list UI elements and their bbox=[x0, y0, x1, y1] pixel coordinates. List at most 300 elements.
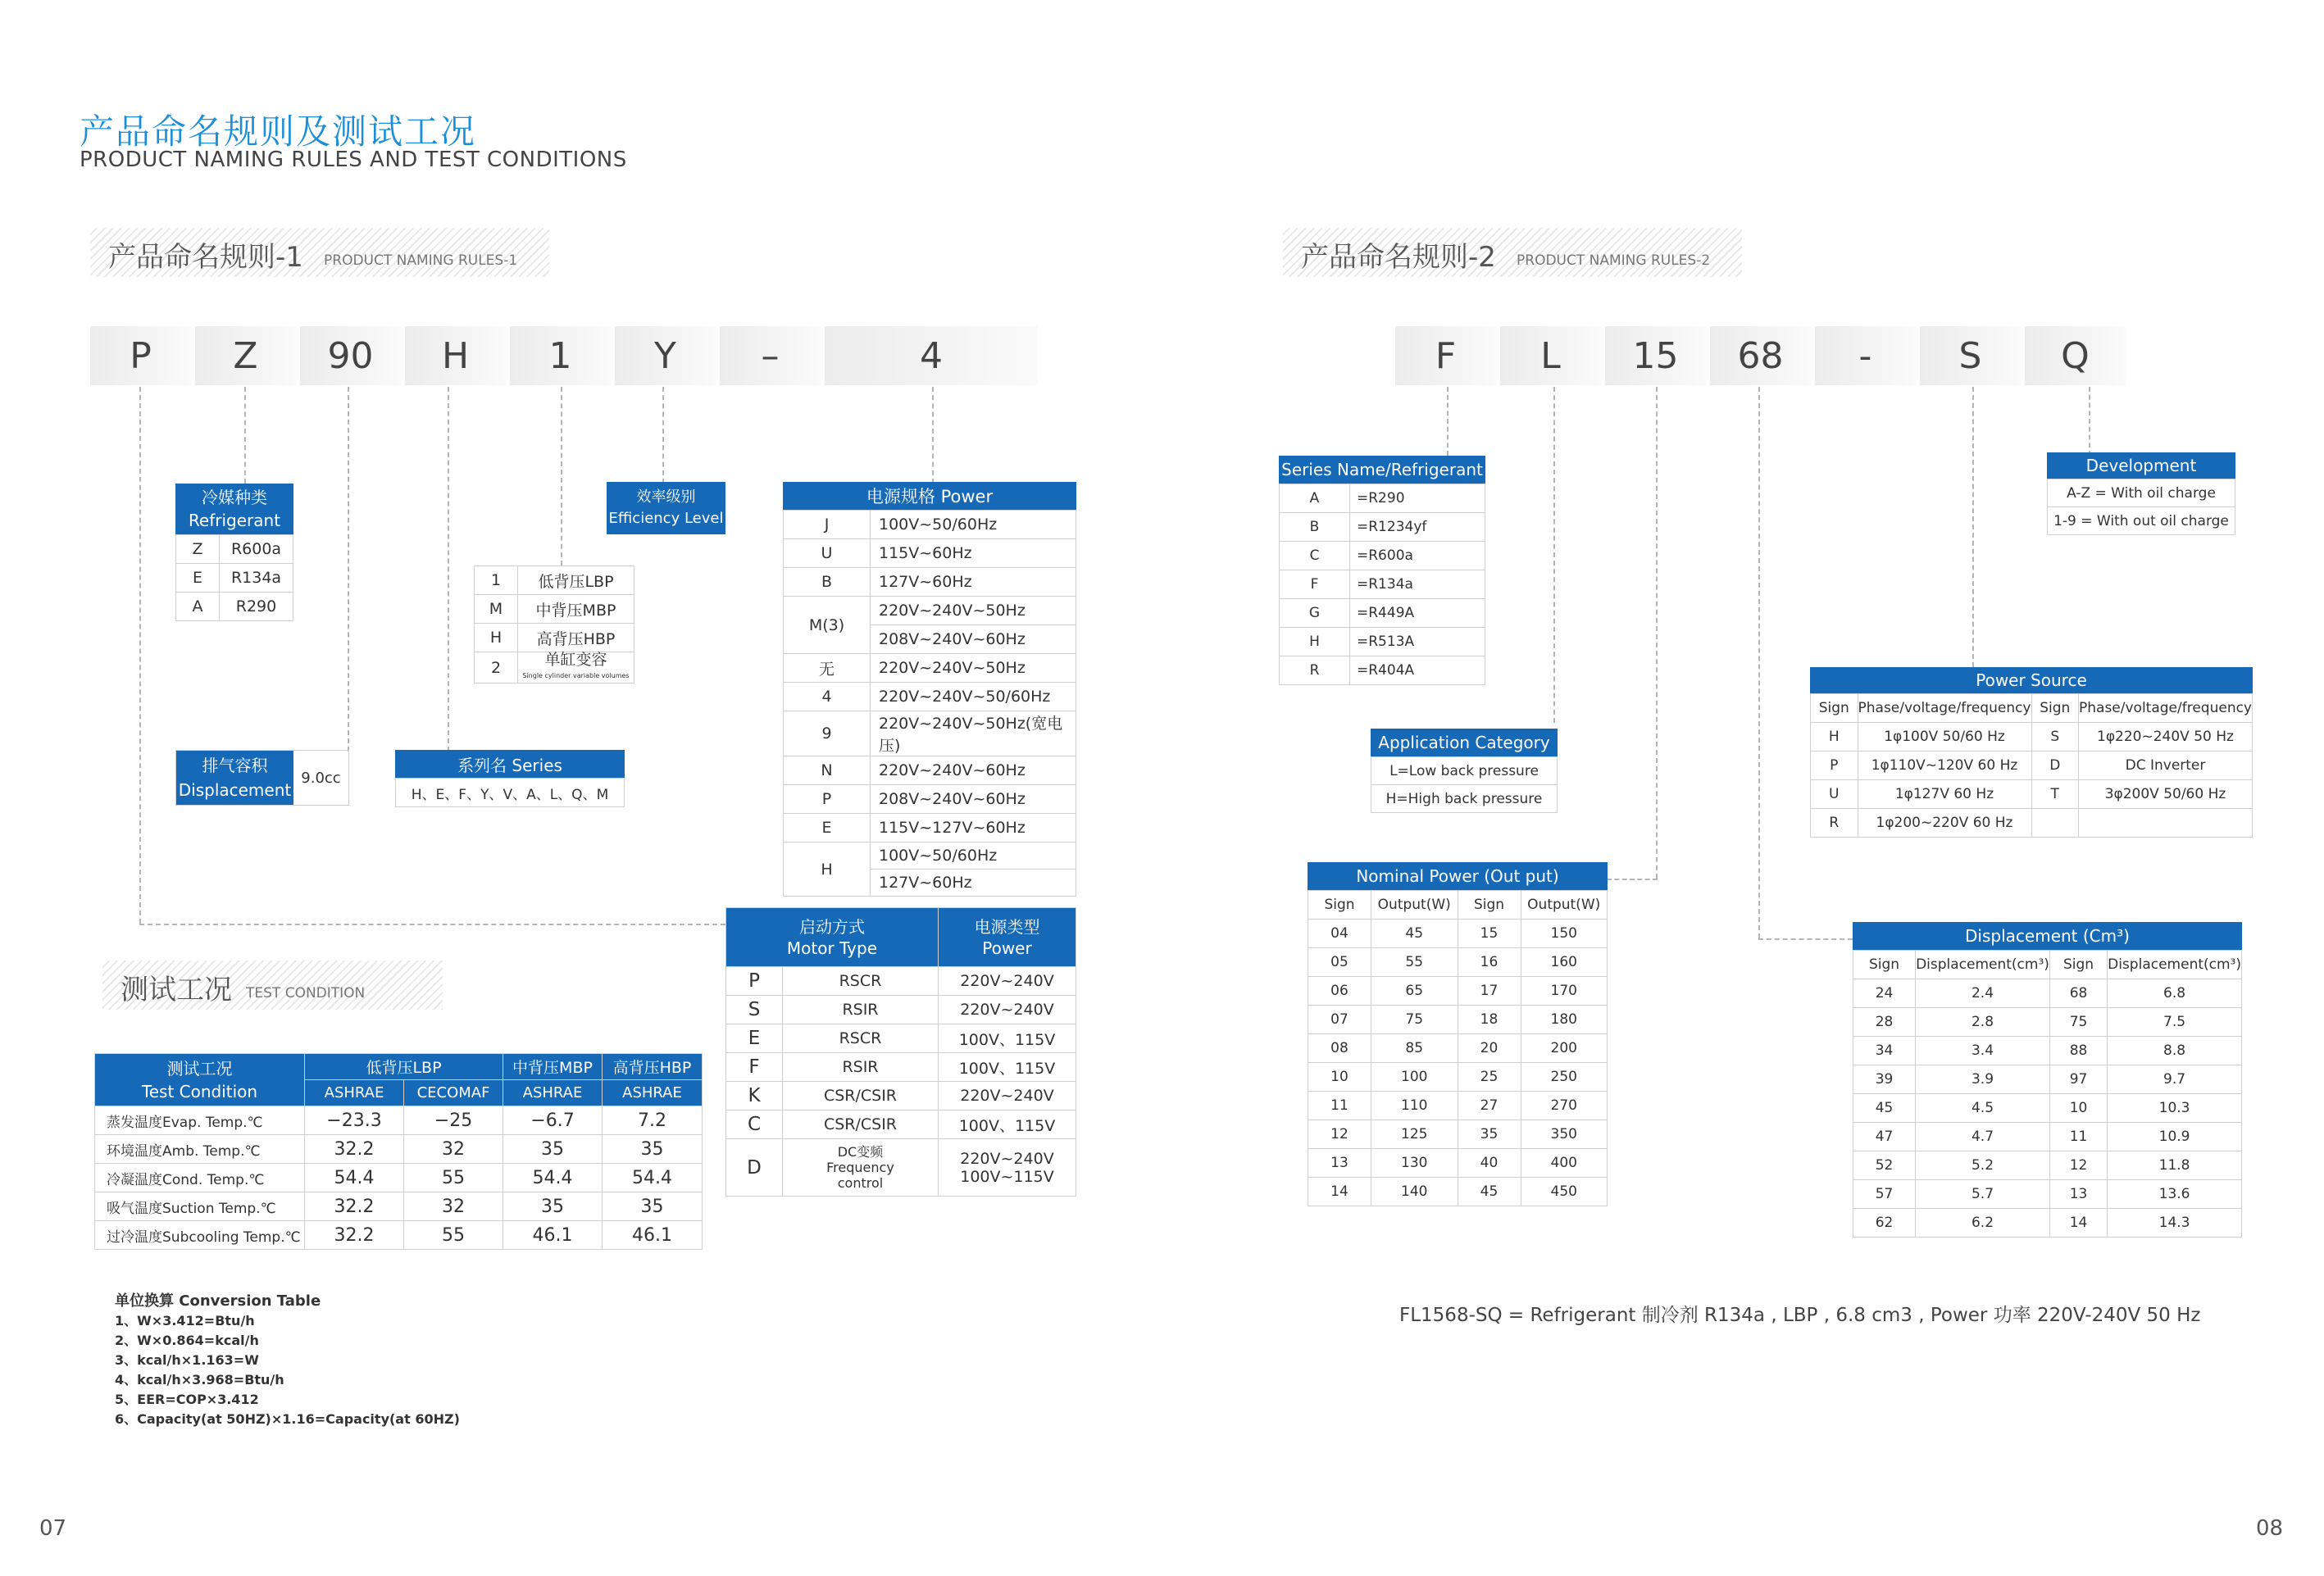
code-char: 1 bbox=[510, 326, 611, 385]
cell: 100V~50/60Hz bbox=[871, 843, 1076, 870]
cell: 16 bbox=[1458, 948, 1521, 977]
cell: 2.8 bbox=[1916, 1008, 2050, 1037]
cell: 100V、115V bbox=[938, 1024, 1076, 1053]
cell: R bbox=[1811, 809, 1858, 838]
table-row bbox=[1853, 1123, 2242, 1151]
cell: DC变频 Frequency control bbox=[783, 1139, 939, 1197]
cell: Displacement(cm³) bbox=[2108, 951, 2242, 979]
test-header: 低背压LBP bbox=[305, 1054, 503, 1080]
motor-table bbox=[725, 907, 1076, 1197]
cell: 88 bbox=[2049, 1037, 2107, 1065]
cell: 1φ100V 50/60 Hz bbox=[1858, 723, 2031, 752]
conversion-line: 3、kcal/h×1.163=W bbox=[115, 1352, 259, 1368]
efficiency-box bbox=[607, 482, 725, 534]
model-code-1 bbox=[90, 326, 1038, 385]
cell: S bbox=[726, 996, 783, 1024]
cell: 46.1 bbox=[603, 1221, 703, 1250]
series-title: 系列名 Series bbox=[395, 750, 625, 778]
cell: DC Inverter bbox=[2079, 752, 2253, 780]
connector bbox=[244, 387, 246, 484]
cell: 1 bbox=[475, 566, 518, 595]
cell: 17 bbox=[1458, 977, 1521, 1006]
connector bbox=[1758, 387, 1760, 938]
code-char: F bbox=[1395, 326, 1496, 385]
conversion-line: 4、kcal/h×3.968=Btu/h bbox=[115, 1372, 284, 1388]
cell: 110 bbox=[1371, 1092, 1458, 1120]
series2-title: Series Name/Refrigerant bbox=[1279, 456, 1485, 484]
cell: 47 bbox=[1853, 1123, 1916, 1151]
cell: 450 bbox=[1521, 1178, 1608, 1206]
connector bbox=[1758, 938, 1853, 940]
cell: P bbox=[1811, 752, 1858, 780]
table-row bbox=[1853, 1008, 2242, 1037]
cell-sub: Single cylinder variable volumes bbox=[522, 671, 630, 679]
cell: 32.2 bbox=[305, 1135, 404, 1164]
cell: N bbox=[784, 756, 871, 785]
cell: 10.3 bbox=[2108, 1094, 2242, 1123]
cell: 220V~240V~50Hz(宽电压) bbox=[871, 711, 1076, 756]
cell: RSIR bbox=[783, 1053, 939, 1082]
connector bbox=[1972, 387, 1974, 667]
cell: 55 bbox=[404, 1164, 503, 1192]
test-header: 高背压HBP bbox=[603, 1054, 703, 1080]
section-title-cn: 产品命名规则-2 bbox=[1301, 241, 1496, 274]
table-row bbox=[1308, 1034, 1608, 1063]
cell: =R513A bbox=[1350, 628, 1485, 656]
cell: 10 bbox=[2049, 1094, 2107, 1123]
cell: 100V~50/60Hz bbox=[871, 511, 1076, 539]
cell: 100V、115V bbox=[938, 1110, 1076, 1139]
cell: =R134a bbox=[1350, 570, 1485, 599]
page-title-cn: 产品命名规则及测试工况 bbox=[80, 111, 477, 152]
cell: 125 bbox=[1371, 1120, 1458, 1149]
cell: 14.3 bbox=[2108, 1209, 2242, 1238]
cell: U bbox=[784, 539, 871, 568]
cell: Z bbox=[176, 535, 220, 564]
connector bbox=[2089, 387, 2090, 456]
cell: Sign bbox=[2031, 694, 2079, 723]
cell: E bbox=[784, 814, 871, 843]
table-row bbox=[1811, 723, 2253, 752]
example-text: FL1568-SQ = Refrigerant 制冷剂 R134a , LBP , 6.8 cm3 , Power 功率 220V-240V 50 Hz bbox=[1399, 1305, 2201, 1326]
cell: 05 bbox=[1308, 948, 1371, 977]
cell: 85 bbox=[1371, 1034, 1458, 1063]
cell: 127V~60Hz bbox=[871, 568, 1076, 597]
cell: 220V~240V~50Hz bbox=[871, 597, 1076, 625]
table-row bbox=[1308, 1006, 1608, 1034]
cell: T bbox=[2031, 780, 2079, 809]
cell: Output(W) bbox=[1521, 891, 1608, 920]
table-row bbox=[1853, 1065, 2242, 1094]
cell: B bbox=[784, 568, 871, 597]
conversion-line: 2、W×0.864=kcal/h bbox=[115, 1333, 259, 1348]
cell: 08 bbox=[1308, 1034, 1371, 1063]
cell: 1φ127V 60 Hz bbox=[1858, 780, 2031, 809]
conversion-line: 6、Capacity(at 50HZ)×1.16=Capacity(at 60HZ) bbox=[115, 1411, 460, 1427]
table-row bbox=[1308, 948, 1608, 977]
cell: 12 bbox=[1308, 1120, 1371, 1149]
table-row bbox=[1811, 752, 2253, 780]
cell: 25 bbox=[1458, 1063, 1521, 1092]
cell: CSR/CSIR bbox=[783, 1110, 939, 1139]
motor-header: 启动方式 Motor Type bbox=[726, 908, 939, 967]
cell: 13.6 bbox=[2108, 1180, 2242, 1209]
cell: S bbox=[2031, 723, 2079, 752]
table-row bbox=[1308, 920, 1608, 948]
conversion-table bbox=[115, 1292, 460, 1429]
cell: 75 bbox=[2049, 1008, 2107, 1037]
cell: 54.4 bbox=[603, 1164, 703, 1192]
cell: 130 bbox=[1371, 1149, 1458, 1178]
cell: 无 bbox=[784, 654, 871, 683]
cell: F bbox=[1280, 570, 1350, 599]
power-source-table bbox=[1810, 667, 2253, 838]
conversion-title: 单位换算 Conversion Table bbox=[115, 1292, 321, 1310]
cell: −23.3 bbox=[305, 1106, 404, 1135]
cell: RSCR bbox=[783, 967, 939, 996]
cell: 3.4 bbox=[1916, 1037, 2050, 1065]
cell: 100V、115V bbox=[938, 1053, 1076, 1082]
page-title-en: PRODUCT NAMING RULES AND TEST CONDITIONS bbox=[80, 148, 627, 172]
cell: 140 bbox=[1371, 1178, 1458, 1206]
test-subheader: ASHRAE bbox=[503, 1080, 603, 1106]
cell: 9 bbox=[784, 711, 871, 756]
cell: 1φ110V~120V 60 Hz bbox=[1858, 752, 2031, 780]
cell: 35 bbox=[603, 1135, 703, 1164]
series2-table bbox=[1279, 456, 1485, 685]
page-number-left: 07 bbox=[39, 1516, 67, 1541]
cell: C bbox=[726, 1110, 783, 1139]
cell: −6.7 bbox=[503, 1106, 603, 1135]
code-char: P bbox=[90, 326, 191, 385]
code-char: 68 bbox=[1710, 326, 1811, 385]
cell: 6.8 bbox=[2108, 979, 2242, 1008]
connector bbox=[1607, 879, 1658, 880]
cell: 220V~240V~50Hz bbox=[871, 654, 1076, 683]
cell: U bbox=[1811, 780, 1858, 809]
cell: 45 bbox=[1853, 1094, 1916, 1123]
cell: 18 bbox=[1458, 1006, 1521, 1034]
cell: 5.2 bbox=[1916, 1151, 2050, 1180]
table-row bbox=[1853, 979, 2242, 1008]
cell: Sign bbox=[1853, 951, 1916, 979]
cell: 55 bbox=[404, 1221, 503, 1250]
cell: 5.7 bbox=[1916, 1180, 2050, 1209]
cell: 54.4 bbox=[503, 1164, 603, 1192]
displacement-value: 9.0cc bbox=[301, 769, 341, 787]
table-row bbox=[1811, 809, 2253, 838]
cell: 97 bbox=[2049, 1065, 2107, 1094]
cell: 4 bbox=[784, 683, 871, 711]
cell: Sign bbox=[2049, 951, 2107, 979]
application-title: Application Category bbox=[1371, 729, 1558, 756]
cell: 220V~240V~60Hz bbox=[871, 756, 1076, 785]
cell: 32 bbox=[404, 1192, 503, 1221]
cell: 220V~240V~50/60Hz bbox=[871, 683, 1076, 711]
cell: 13 bbox=[1308, 1149, 1371, 1178]
table-row bbox=[1308, 1063, 1608, 1092]
cell: 65 bbox=[1371, 977, 1458, 1006]
code-char: Y bbox=[615, 326, 716, 385]
cell: 115V~127V~60Hz bbox=[871, 814, 1076, 843]
cell: A bbox=[1280, 484, 1350, 513]
code-char: L bbox=[1500, 326, 1601, 385]
cell: R bbox=[1280, 656, 1350, 685]
section-title-en: PRODUCT NAMING RULES-2 bbox=[1517, 252, 1711, 269]
section-title-cn: 测试工况 bbox=[121, 974, 232, 1006]
cell: 170 bbox=[1521, 977, 1608, 1006]
code-char: S bbox=[1920, 326, 2021, 385]
cell: 400 bbox=[1521, 1149, 1608, 1178]
code-char: Z bbox=[195, 326, 296, 385]
connector bbox=[561, 387, 562, 565]
cell: Sign bbox=[1458, 891, 1521, 920]
cell: 150 bbox=[1521, 920, 1608, 948]
cell: 75 bbox=[1371, 1006, 1458, 1034]
cell: 57 bbox=[1853, 1180, 1916, 1209]
cell: 160 bbox=[1521, 948, 1608, 977]
cell: M bbox=[475, 595, 518, 624]
nominal-title: Nominal Power (Out put) bbox=[1308, 862, 1608, 890]
cell: 35 bbox=[603, 1192, 703, 1221]
test-table bbox=[94, 1053, 703, 1250]
cell: 1φ200~220V 60 Hz bbox=[1858, 809, 2031, 838]
table-row bbox=[1853, 1180, 2242, 1209]
test-subheader: CECOMAF bbox=[404, 1080, 503, 1106]
efficiency-table bbox=[474, 565, 634, 684]
cell: 12 bbox=[2049, 1151, 2107, 1180]
cell: 27 bbox=[1458, 1092, 1521, 1120]
cell: 220V~240V bbox=[938, 967, 1076, 996]
cell: 中背压MBP bbox=[518, 595, 634, 624]
power-header: 电源类型 Power bbox=[938, 908, 1076, 967]
code-char: 90 bbox=[300, 326, 401, 385]
cell: H bbox=[1811, 723, 1858, 752]
table-row bbox=[1308, 1178, 1608, 1206]
cell: 11.8 bbox=[2108, 1151, 2242, 1180]
table-row bbox=[1308, 1120, 1608, 1149]
cell: G bbox=[1280, 599, 1350, 628]
cell: 32.2 bbox=[305, 1192, 404, 1221]
cell: A bbox=[176, 593, 220, 621]
cell: D bbox=[726, 1139, 783, 1197]
cell: 冷凝温度Cond. Temp.℃ bbox=[95, 1164, 305, 1192]
cell: Phase/voltage/frequency bbox=[1858, 694, 2031, 723]
nominal-power-table bbox=[1308, 862, 1608, 1206]
cell: 34 bbox=[1853, 1037, 1916, 1065]
cell: −25 bbox=[404, 1106, 503, 1135]
connector bbox=[1447, 387, 1449, 456]
cell: 吸气温度Suction Temp.℃ bbox=[95, 1192, 305, 1221]
cell: 11 bbox=[1308, 1092, 1371, 1120]
cell: 24 bbox=[1853, 979, 1916, 1008]
table-row bbox=[1853, 1151, 2242, 1180]
cell: 环境温度Amb. Temp.℃ bbox=[95, 1135, 305, 1164]
cell: R134a bbox=[220, 564, 293, 593]
power-table bbox=[783, 482, 1076, 897]
cell: 270 bbox=[1521, 1092, 1608, 1120]
cell: 07 bbox=[1308, 1006, 1371, 1034]
power-source-title: Power Source bbox=[1810, 667, 2253, 693]
cell bbox=[2079, 809, 2253, 838]
series-value: H、E、F、Y、V、A、L、Q、M bbox=[395, 778, 625, 807]
cell: P bbox=[726, 967, 783, 996]
cell: 11 bbox=[2049, 1123, 2107, 1151]
cell: 100 bbox=[1371, 1063, 1458, 1092]
efficiency-title: 效率级别 Efficiency Level bbox=[607, 482, 725, 534]
table-row bbox=[1853, 1037, 2242, 1065]
cell: Sign bbox=[1308, 891, 1371, 920]
cell: RSIR bbox=[783, 996, 939, 1024]
cell: 06 bbox=[1308, 977, 1371, 1006]
conversion-line: 5、EER=COP×3.412 bbox=[115, 1392, 259, 1407]
section-title-cn: 产品命名规则-1 bbox=[108, 241, 303, 274]
code-char: 4 bbox=[825, 326, 1038, 385]
cell: 14 bbox=[2049, 1209, 2107, 1238]
displacement-box bbox=[175, 750, 349, 806]
series-box bbox=[395, 750, 625, 807]
cell: 208V~240V~60Hz bbox=[871, 785, 1076, 814]
cell: E bbox=[726, 1024, 783, 1053]
refrigerant-title: 冷媒种类 Refrigerant bbox=[175, 484, 293, 534]
cell: 单缸变容 bbox=[544, 650, 607, 669]
section-rules-2 bbox=[1283, 228, 1742, 277]
cell: H bbox=[475, 624, 518, 652]
code-char: – bbox=[720, 326, 821, 385]
cell: 3.9 bbox=[1916, 1065, 2050, 1094]
cell: 04 bbox=[1308, 920, 1371, 948]
cell: 220V~240V 100V~115V bbox=[938, 1139, 1076, 1197]
table-row bbox=[1308, 1092, 1608, 1120]
cell: 2.4 bbox=[1916, 979, 2050, 1008]
cell: 8.8 bbox=[2108, 1037, 2242, 1065]
connector bbox=[1553, 387, 1555, 723]
cell: R600a bbox=[220, 535, 293, 564]
cell: 55 bbox=[1371, 948, 1458, 977]
test-header: 中背压MBP bbox=[503, 1054, 603, 1080]
cell: CSR/CSIR bbox=[783, 1082, 939, 1110]
cell: 1-9 = With out oil charge bbox=[2048, 507, 2235, 535]
cell: 68 bbox=[2049, 979, 2107, 1008]
cell: 7.5 bbox=[2108, 1008, 2242, 1037]
table-row bbox=[1853, 1094, 2242, 1123]
table-row bbox=[1853, 1209, 2242, 1238]
power-title: 电源规格 Power bbox=[783, 482, 1076, 510]
cell: 3φ200V 50/60 Hz bbox=[2079, 780, 2253, 809]
cell: =R404A bbox=[1350, 656, 1485, 685]
displacement-title: 排气容积 Displacement bbox=[176, 751, 293, 805]
cell: H=High back pressure bbox=[1371, 785, 1558, 813]
cell: 32 bbox=[404, 1135, 503, 1164]
cell: P bbox=[784, 785, 871, 814]
cell: 28 bbox=[1853, 1008, 1916, 1037]
code-char: H bbox=[405, 326, 506, 385]
cell: C bbox=[1280, 542, 1350, 570]
cell: 9.7 bbox=[2108, 1065, 2242, 1094]
cell: 35 bbox=[1458, 1120, 1521, 1149]
cell: 45 bbox=[1371, 920, 1458, 948]
cell: 180 bbox=[1521, 1006, 1608, 1034]
cell: 35 bbox=[503, 1192, 603, 1221]
displacement2-title: Displacement (Cm³) bbox=[1853, 922, 2242, 950]
cell: 200 bbox=[1521, 1034, 1608, 1063]
cell: 4.7 bbox=[1916, 1123, 2050, 1151]
cell: H bbox=[784, 843, 871, 897]
cell: 7.2 bbox=[603, 1106, 703, 1135]
connector bbox=[662, 387, 664, 484]
connector bbox=[932, 387, 934, 484]
cell: 208V~240V~60Hz bbox=[871, 625, 1076, 654]
cell: 10 bbox=[1308, 1063, 1371, 1092]
displacement2-table bbox=[1853, 922, 2242, 1238]
cell: 4.5 bbox=[1916, 1094, 2050, 1123]
cell: 52 bbox=[1853, 1151, 1916, 1180]
cell: 115V~60Hz bbox=[871, 539, 1076, 568]
cell: 220V~240V bbox=[938, 1082, 1076, 1110]
model-code-2 bbox=[1395, 326, 2126, 385]
cell bbox=[2031, 809, 2079, 838]
cell: 45 bbox=[1458, 1178, 1521, 1206]
cell: L=Low back pressure bbox=[1371, 757, 1558, 785]
cell: 13 bbox=[2049, 1180, 2107, 1209]
cell: 62 bbox=[1853, 1209, 1916, 1238]
cell: 10.9 bbox=[2108, 1123, 2242, 1151]
development-title: Development bbox=[2047, 452, 2235, 479]
cell: 20 bbox=[1458, 1034, 1521, 1063]
cell: Displacement(cm³) bbox=[1916, 951, 2050, 979]
cell: D bbox=[2031, 752, 2079, 780]
cell: 15 bbox=[1458, 920, 1521, 948]
application-table bbox=[1371, 729, 1558, 813]
page-number-right: 08 bbox=[2256, 1516, 2284, 1541]
table-row bbox=[1308, 1149, 1608, 1178]
cell: H bbox=[1280, 628, 1350, 656]
connector bbox=[1656, 387, 1658, 879]
cell: 蒸发温度Evap. Temp.℃ bbox=[95, 1106, 305, 1135]
cell: 127V~60Hz bbox=[871, 870, 1076, 897]
cell: 低背压LBP bbox=[518, 566, 634, 595]
cell: R290 bbox=[220, 593, 293, 621]
cell: RSCR bbox=[783, 1024, 939, 1053]
connector bbox=[348, 387, 349, 752]
table-row bbox=[1811, 780, 2253, 809]
cell: F bbox=[726, 1053, 783, 1082]
section-rules-1 bbox=[90, 228, 549, 277]
table-row bbox=[1308, 977, 1608, 1006]
cell: 40 bbox=[1458, 1149, 1521, 1178]
code-char: - bbox=[1815, 326, 1916, 385]
connector bbox=[448, 387, 449, 752]
cell: =R1234yf bbox=[1350, 513, 1485, 542]
cell: M(3) bbox=[784, 597, 871, 654]
cell: 6.2 bbox=[1916, 1209, 2050, 1238]
cell: 350 bbox=[1521, 1120, 1608, 1149]
cell: K bbox=[726, 1082, 783, 1110]
section-title-en: PRODUCT NAMING RULES-1 bbox=[324, 252, 518, 269]
test-header: 测试工况 Test Condition bbox=[95, 1054, 305, 1106]
cell: Sign bbox=[1811, 694, 1858, 723]
connector bbox=[139, 924, 725, 925]
code-char: Q bbox=[2025, 326, 2126, 385]
cell: 过冷温度Subcooling Temp.℃ bbox=[95, 1221, 305, 1250]
cell: 35 bbox=[503, 1135, 603, 1164]
cell: Output(W) bbox=[1371, 891, 1458, 920]
cell: 32.2 bbox=[305, 1221, 404, 1250]
cell: =R449A bbox=[1350, 599, 1485, 628]
cell: =R290 bbox=[1350, 484, 1485, 513]
cell: 1φ220~240V 50 Hz bbox=[2079, 723, 2253, 752]
cell: A-Z = With oil charge bbox=[2048, 479, 2235, 507]
